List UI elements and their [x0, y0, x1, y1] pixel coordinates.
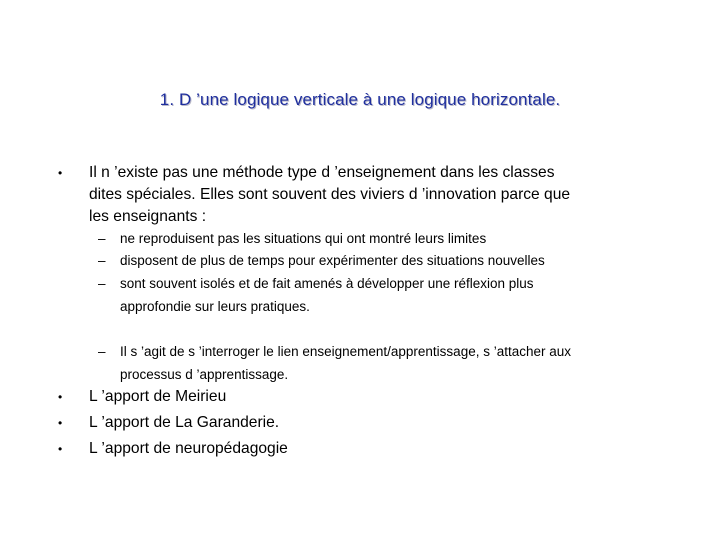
dash-marker: –: [98, 231, 106, 246]
bullet-text: L ’apport de La Garanderie.: [89, 414, 280, 431]
dash-marker: –: [98, 344, 106, 359]
intro-line-2: dites spéciales. Elles sont souvent des viviers d ’innovation parce que: [89, 186, 571, 203]
sub-item-line-2: approfondie sur leurs pratiques.: [120, 298, 310, 314]
bullet-text: L ’apport de Meirieu: [89, 388, 227, 405]
sub-item-text: disposent de plus de temps pour expérimenter des situations nouvelles: [120, 253, 545, 268]
slide-title: 1. D ’une logique verticale à une logique horizontale.: [159, 90, 561, 109]
bullet-marker: •: [58, 166, 63, 180]
sub-item-text: [120, 273, 665, 318]
bullet-marker: •: [58, 390, 63, 404]
dash-marker: –: [98, 253, 106, 268]
bullet-text: L ’apport de neuropédagogie: [89, 440, 288, 457]
sub-item-line-1: sont souvent isolés et de fait amenés à développer une réflexion plus: [120, 276, 534, 291]
intro-line-3: les enseignants :: [89, 208, 207, 225]
sub-item-line-1: Il s ’agit de s ’interroger le lien enseignement/apprentissage, s ’attacher aux: [120, 344, 572, 359]
bullet-marker: •: [58, 416, 63, 430]
sub-item-text: [120, 341, 665, 386]
sub-item-line-2: processus d ’apprentissage.: [120, 366, 289, 382]
bullet-text-intro: [89, 162, 669, 228]
intro-line-1: Il n ’existe pas une méthode type d ’enseignement dans les classes: [89, 164, 555, 181]
dash-marker: –: [98, 276, 106, 291]
bullet-marker: •: [58, 442, 63, 456]
sub-item-text: ne reproduisent pas les situations qui ont montré leurs limites: [120, 231, 487, 246]
